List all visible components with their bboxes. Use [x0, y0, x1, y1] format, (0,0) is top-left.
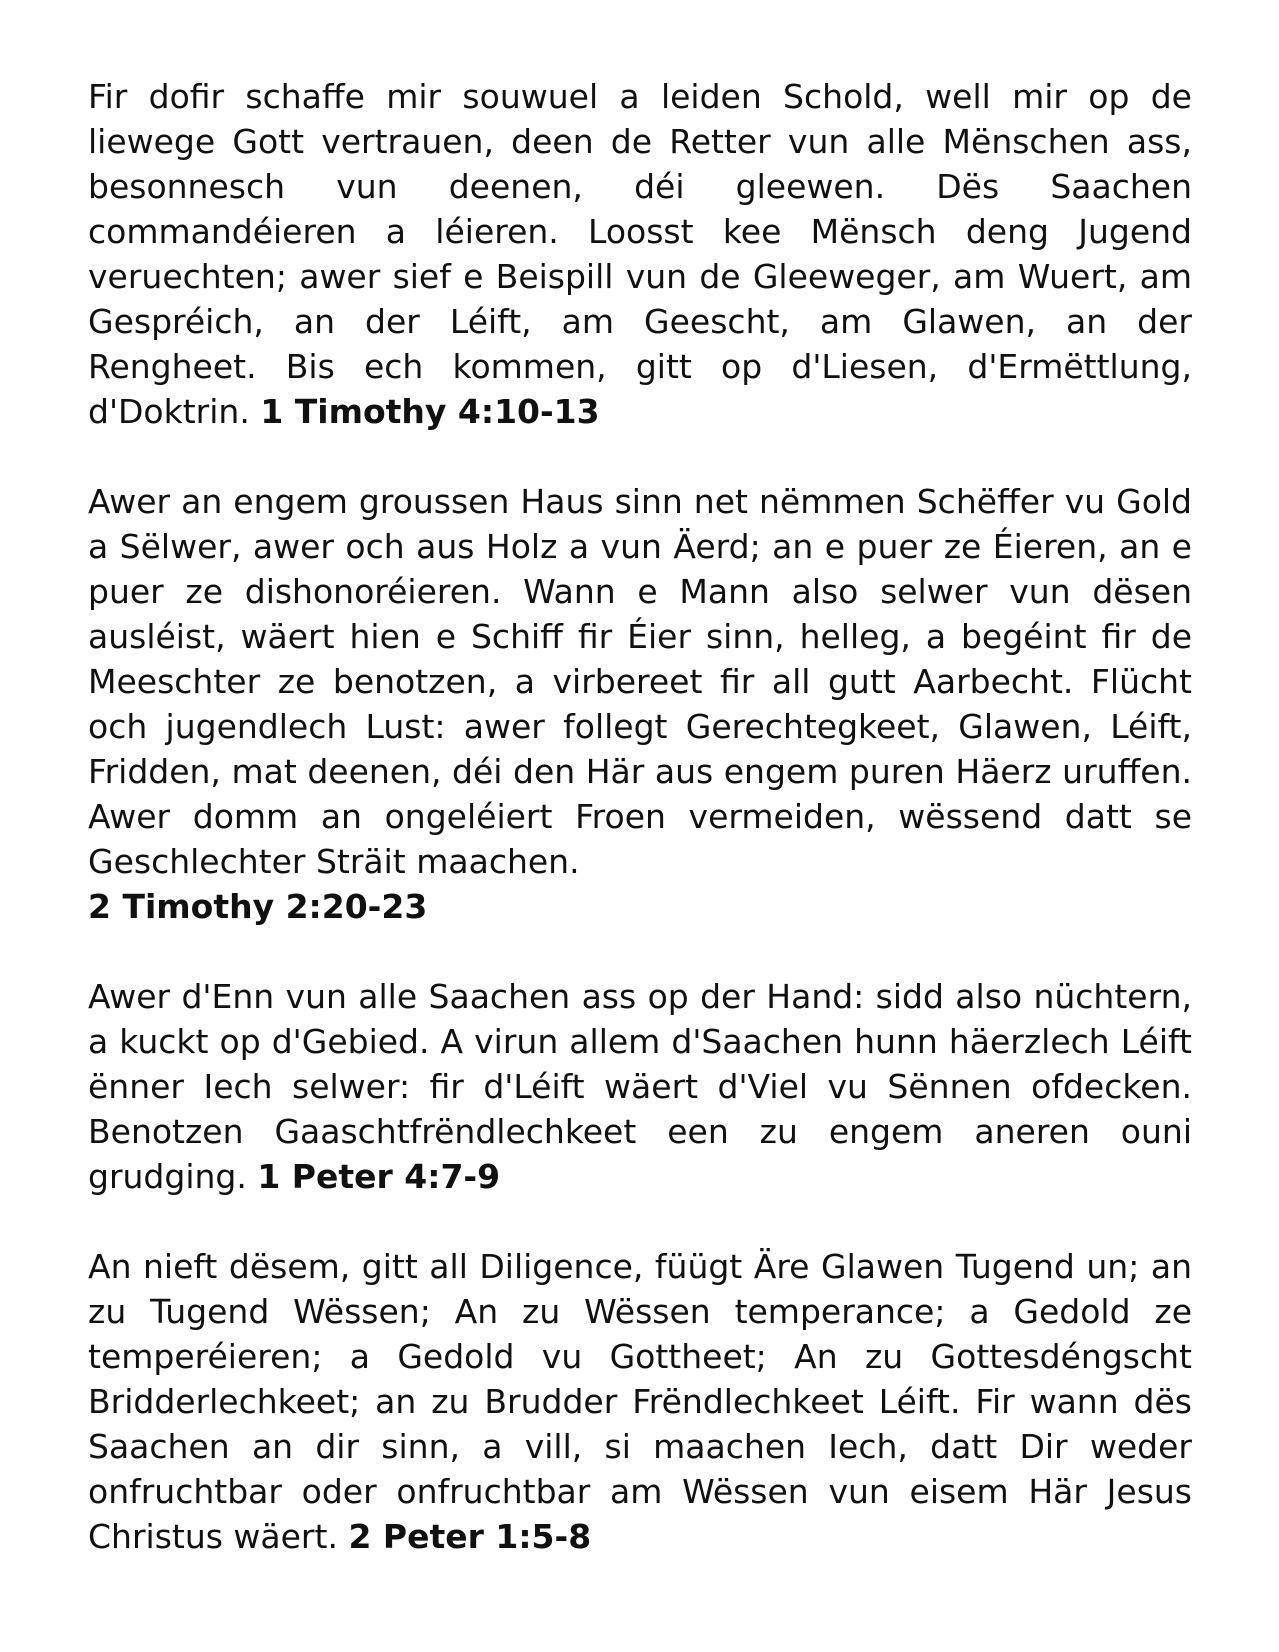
passage-text: Awer an engem groussen Haus sinn net nëmmen Schëffer vu Gold a Sëlwer, awer och aus Holz a vun Äerd; an e puer ze Éieren, an e puer ze dishonoréieren. Wann e Mann also selwer vun dësen ausléist, wäert hien e Schiff fir Éier sinn, helleg, a begéint fir de Meeschter ze benotzen, a virbereet fir all gutt Aarbecht. Flücht och jugendlech Lust: awer follegt Gerechtegkeet, Glawen, Léift, Fridden, mat deenen, déi den Här aus engem puren Häerz uruffen. Awer domm an ongeléiert Froen vermeiden, wëssend datt se Geschlechter Sträit maachen.	[88, 482, 1192, 881]
passage-paragraph	[88, 479, 1192, 929]
document-page	[88, 74, 1192, 1604]
scripture-reference: 2 Peter 1:5-8	[348, 1517, 592, 1556]
passage-text: Fir dofir schaffe mir souwuel a leiden Schold, well mir op de liewege Gott vertrauen, deen de Retter vun alle Mënschen ass, besonnesch vun deenen, déi gleewen. Dës Saachen commandéieren a léieren. Loosst kee Mënsch deng Jugend veruechten; awer sief e Beispill vun de Gleeweger, am Wuert, am Gespréich, an der Léift, am Geescht, am Glawen, an der Rengheet. Bis ech kommen, gitt op d'Liesen, d'Ermëttlung, d'Doktrin.	[88, 77, 1192, 431]
scripture-reference: 2 Timothy 2:20-23	[88, 887, 428, 926]
passage-paragraph	[88, 1244, 1192, 1559]
passage-text: Awer d'Enn vun alle Saachen ass op der Hand: sidd also nüchtern, a kuckt op d'Gebied. A virun allem d'Saachen hunn häerzlech Léift ënner Iech selwer: fir d'Léift wäert d'Viel vu Sënnen ofdecken. Benotzen Gaaschtfrëndlechkeet een zu engem aneren ouni grudging.	[88, 977, 1192, 1196]
scripture-reference: 1 Timothy 4:10-13	[260, 392, 600, 431]
scripture-reference: 1 Peter 4:7-9	[257, 1157, 501, 1196]
passage-paragraph	[88, 74, 1192, 434]
passage-paragraph	[88, 974, 1192, 1199]
passage-text: An nieft dësem, gitt all Diligence, füügt Äre Glawen Tugend un; an zu Tugend Wëssen; An zu Wëssen temperance; a Gedold ze temperéieren; a Gedold vu Gottheet; An zu Gottesdéngscht Bridderlechkeet; an zu Brudder Frëndlechkeet Léift. Fir wann dës Saachen an dir sinn, a vill, si maachen Iech, datt Dir weder onfruchtbar oder onfruchtbar am Wëssen vun eisem Här Jesus Christus wäert.	[88, 1247, 1192, 1556]
